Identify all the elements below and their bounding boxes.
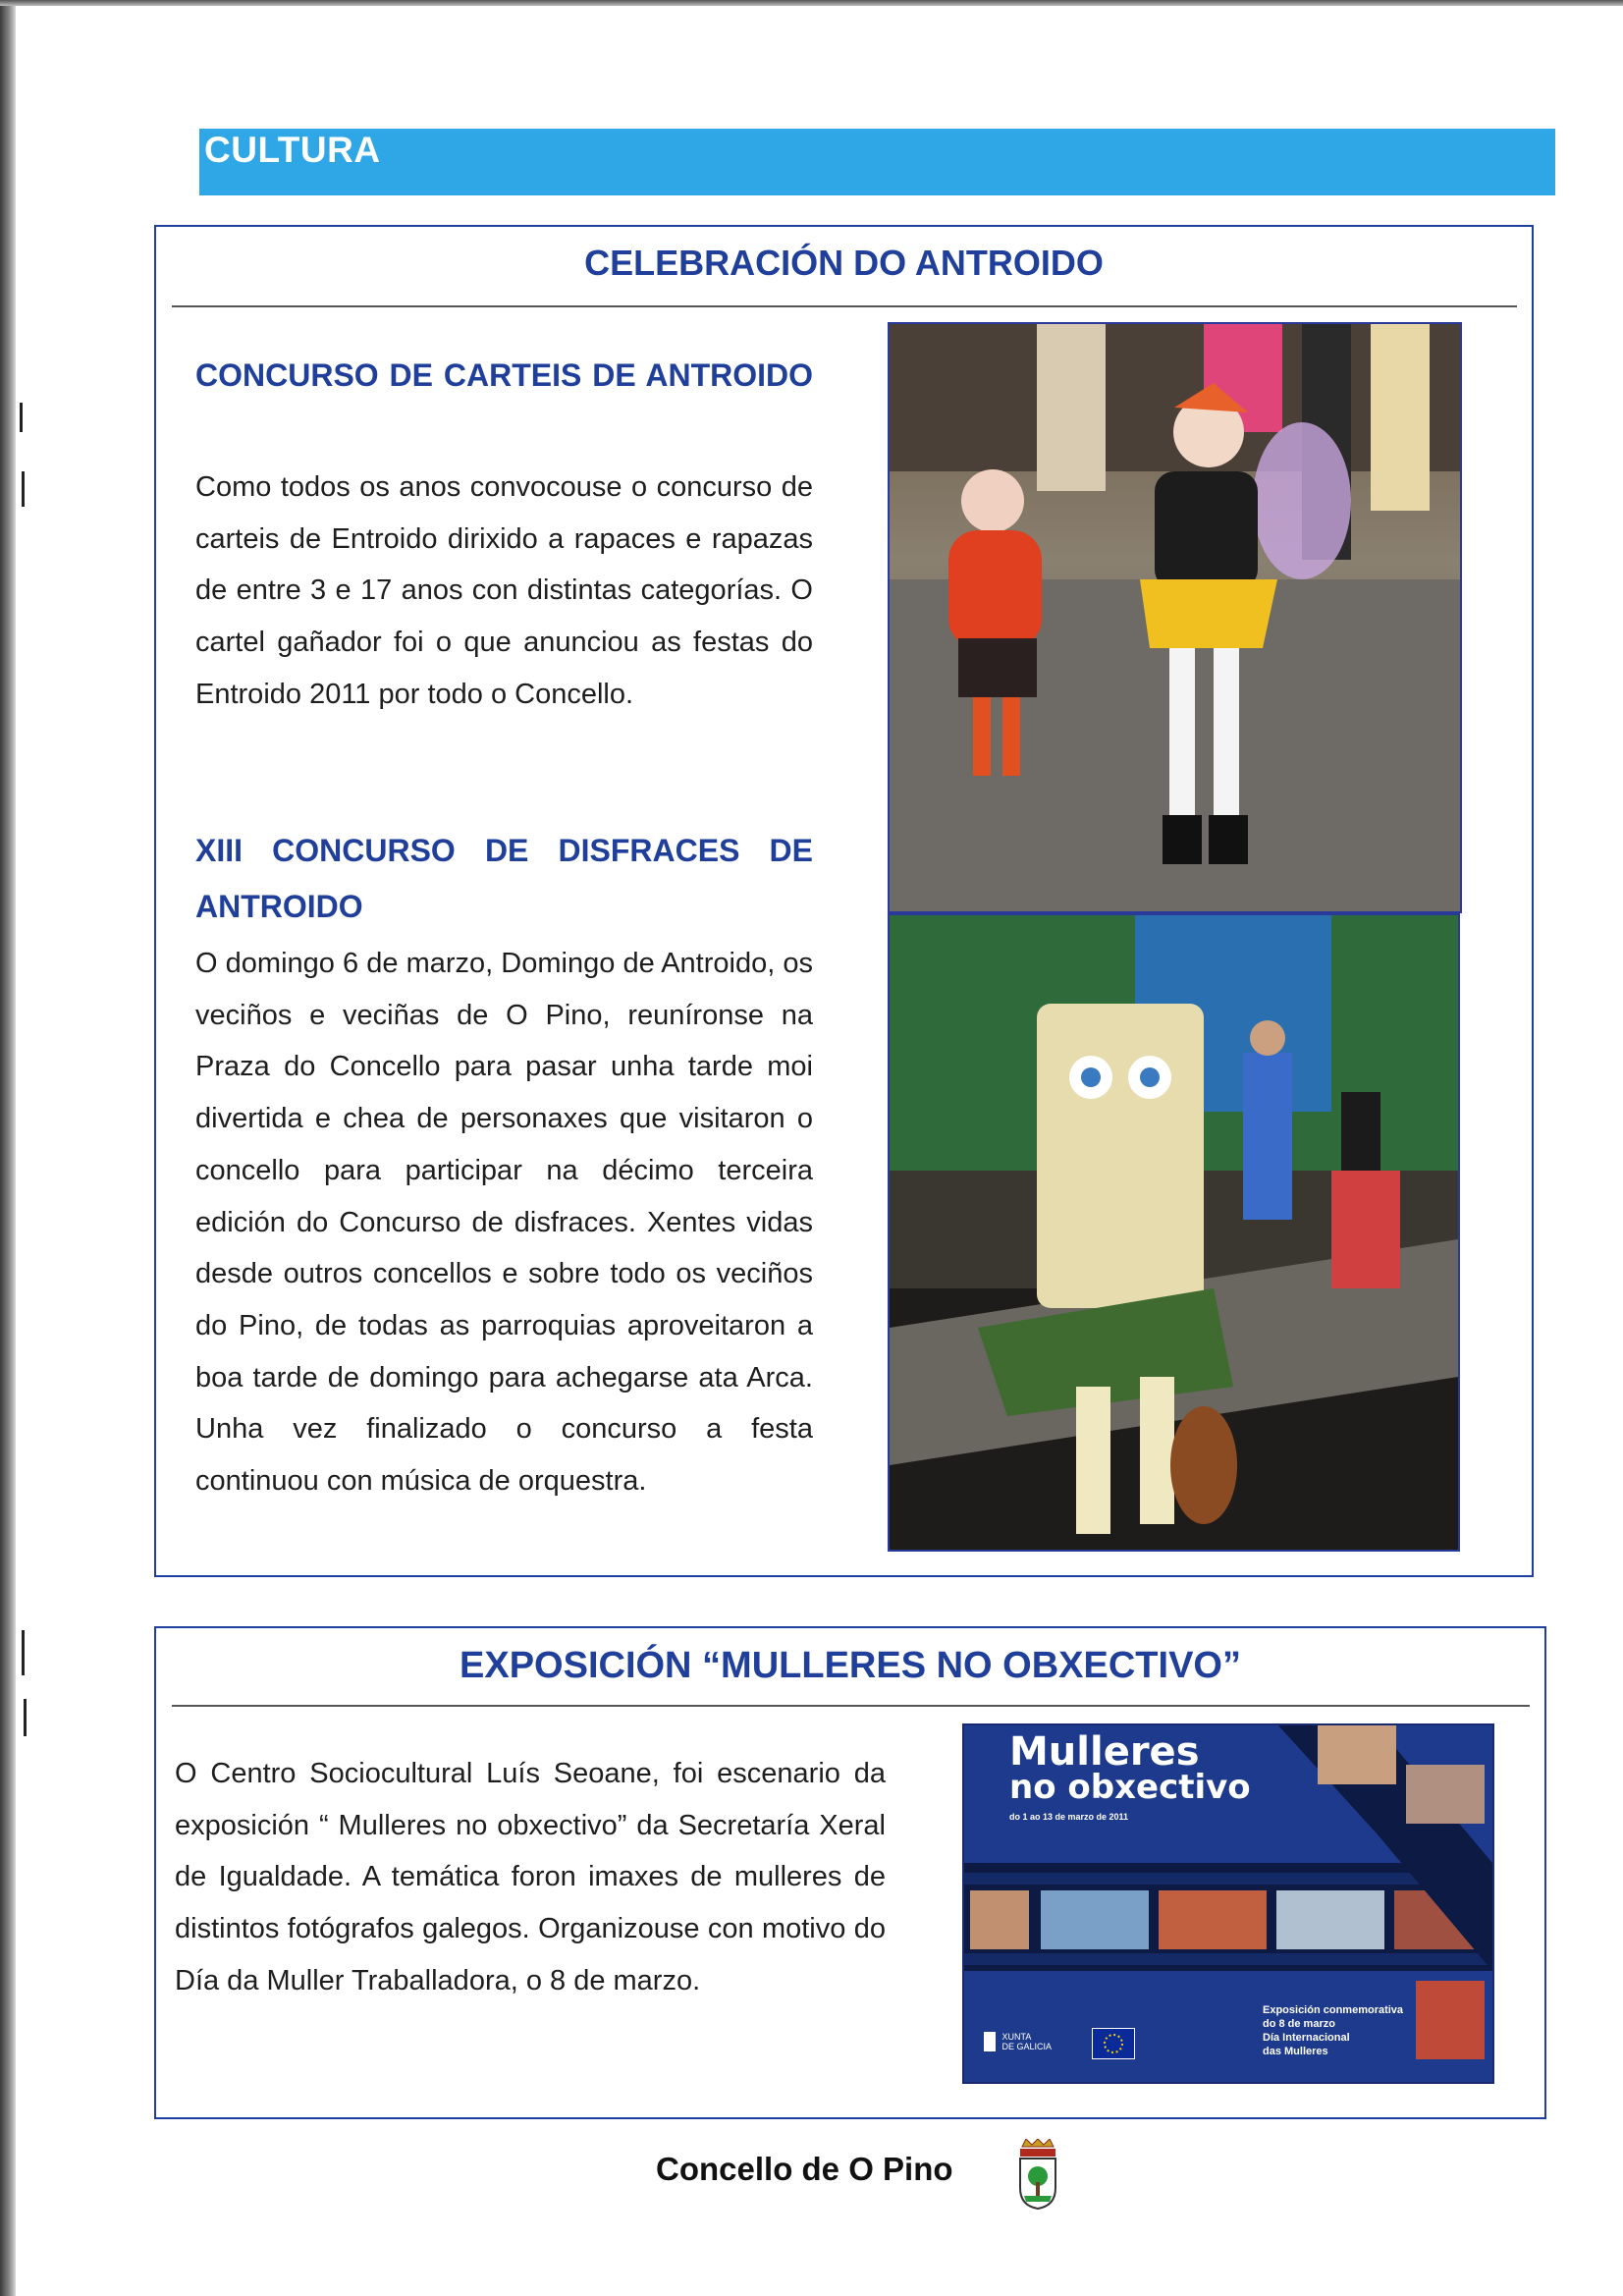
antroido-title: CELEBRACIÓN DO ANTROIDO bbox=[584, 243, 1104, 283]
exposicion-body: O Centro Sociocultural Luís Seoane, foi escenario da exposición “ Mulleres no obxectivo” da Secretaría Xeral de Igualdade. A temática foron imaxes de mulleres de distintos fotógrafos galegos. Organizouse con motivo do Día da Muller Traballadora, o 8 de marzo. bbox=[175, 1758, 886, 1996]
carteis-heading: CONCURSO DE CARTEIS DE ANTROIDO bbox=[195, 357, 813, 393]
xunta-logo bbox=[984, 2032, 1052, 2051]
costume-character-image bbox=[890, 915, 1458, 1550]
section-header-bar bbox=[199, 129, 1555, 195]
poster-caption-line2: do 8 de marzo bbox=[1263, 2018, 1335, 2030]
children-costumes-image bbox=[890, 324, 1460, 911]
poster-caption-line1: Exposición conmemorativa bbox=[1263, 2004, 1404, 2016]
title-divider bbox=[172, 305, 1517, 307]
section-title: CULTURA bbox=[204, 130, 381, 170]
poster-title-line1: Mulleres bbox=[1009, 1729, 1200, 1775]
disfraces-heading: XIII CONCURSO DE DISFRACES DE ANTROIDO bbox=[195, 833, 813, 924]
poster-caption-line4: das Mulleres bbox=[1263, 2046, 1328, 2057]
poster-title-line2: no obxectivo bbox=[1009, 1768, 1251, 1807]
poster-dates: do 1 ao 13 de marzo de 2011 bbox=[1009, 1812, 1129, 1822]
poster-caption bbox=[1263, 2003, 1403, 2058]
scan-left-edge bbox=[0, 0, 16, 2296]
exposicion-title: EXPOSICIÓN “MULLERES NO OBXECTIVO” bbox=[460, 1645, 1241, 1686]
xunta-logo-text-line1: XUNTA bbox=[1001, 2032, 1032, 2042]
footer-municipality: Concello de O Pino bbox=[656, 2151, 953, 2187]
binding-mark bbox=[24, 1699, 27, 1736]
photo-children-costumes bbox=[888, 322, 1462, 913]
coat-of-arms-icon bbox=[1016, 2139, 1059, 2210]
exposicion-divider bbox=[172, 1705, 1530, 1707]
xunta-logo-icon bbox=[984, 2032, 996, 2051]
poster-caption-line3: Día Internacional bbox=[1263, 2032, 1350, 2044]
xunta-logo-text-line2: DE GALICIA bbox=[1001, 2042, 1053, 2051]
binding-mark bbox=[22, 471, 25, 507]
poster-mulleres-no-obxectivo bbox=[962, 1723, 1494, 2084]
disfraces-body: O domingo 6 de marzo, Domingo de Antroido, os veciños e veciñas de O Pino, reuníronse na Praza do Concello para pasar unha tarde moi divertida e chea de personaxes que visitaron o concello para participar na décimo terceira edición do Concurso de disfraces. Xentes vidas desde outros concellos e sobre todo os veciños do Pino, de todas as parroquias aproveitaron a boa tarde de domingo para achegarse ata Arca. Unha vez finalizado o concurso a festa continuou con música de orquestra. bbox=[195, 948, 813, 1498]
carteis-body: Como todos os anos convocouse o concurso de carteis de Entroido dirixido a rapaces e rapazas de entre 3 e 17 anos con distintas categorías. O cartel gañador foi o que anunciou as festas do Entroido 2011 por todo o Concello. bbox=[195, 471, 813, 710]
binding-mark bbox=[22, 1630, 25, 1675]
binding-mark bbox=[20, 403, 23, 432]
photo-costume-character bbox=[888, 913, 1460, 1552]
eu-flag-icon bbox=[1092, 2028, 1135, 2059]
scan-top-edge bbox=[0, 0, 1623, 6]
